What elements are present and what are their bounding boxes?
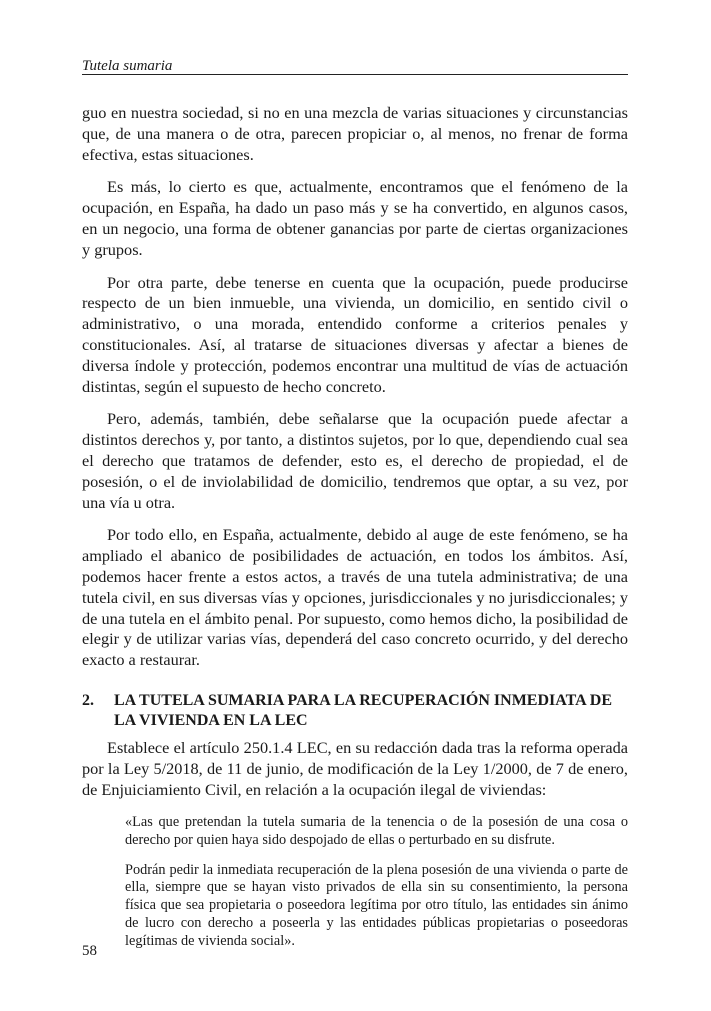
quote-paragraph: «Las que pretendan la tutela sumaria de la tenencia o de la posesión de una cosa o derecho por quien haya sido despojado de ellas o perturbado en su disfrute. xyxy=(125,814,628,849)
quote-paragraph: Podrán pedir la inmediata recuperación de la plena posesión de una vivienda o parte de ella, siempre que se hayan visto privados de ella sin su consentimiento, la persona física que sea propietaria o poseedora legítima por otro título, las entidades sin ánimo de lucro con derecho a poseerla y las entidades públicas propietarias o poseedoras legítimas de vivienda social». xyxy=(125,861,628,949)
header-rule xyxy=(82,74,628,75)
paragraph: Establece el artículo 250.1.4 LEC, en su redacción dada tras la reforma operada por la Ley 5/2018, de 11 de junio, de modificación de la Ley 1/2000, de 7 de enero, de Enjuiciamiento Civil, en relación a la ocupación ilegal de viviendas: xyxy=(82,737,628,799)
section-heading xyxy=(82,691,628,731)
paragraph: Por otra parte, debe tenerse en cuenta que la ocupación, puede producirse respecto de un bien inmueble, una vivienda, un domicilio, en sentido civil o administrativo, o una morada, entendido conforme a criterios penales y constitucionales. Así, al tratarse de situaciones diversas y afectar a bienes de diversa índole y protección, podemos encontrar una multitud de vías de actuación distintas, según el supuesto de hecho concreto. xyxy=(82,272,628,396)
section-title: LA TUTELA SUMARIA PARA LA RECUPERACIÓN INMEDIATA DE LA VIVIENDA EN LA LEC xyxy=(114,691,612,729)
paragraph: Pero, además, también, debe señalarse que la ocupación puede afectar a distintos derechos y, por tanto, a distintos sujetos, por lo que, dependiendo cual sea el derecho que tratamos de defender, esto es, el derecho de propiedad, el de posesión, o el de inviolabilidad de domicilio, tendremos que optar, a su vez, por una vía u otra. xyxy=(82,409,628,512)
page-number: 58 xyxy=(82,943,97,959)
paragraph: guo en nuestra sociedad, si no en una mezcla de varias situaciones y circunstancias que, de una manera o de otra, parecen propiciar o, al menos, no frenar de forma efectiva, estas situaciones. xyxy=(82,103,628,164)
section-number: 2. xyxy=(82,691,94,709)
running-header: Tutela sumaria xyxy=(82,58,173,74)
page-content xyxy=(82,103,628,962)
paragraph: Es más, lo cierto es que, actualmente, encontramos que el fenómeno de la ocupación, en España, ha dado un paso más y se ha convertido, en algunos casos, en un negocio, una forma de obtener ganancias por parte de ciertas organizaciones y grupos. xyxy=(82,177,628,259)
legal-quote xyxy=(125,814,628,950)
paragraph: Por todo ello, en España, actualmente, debido al auge de este fenómeno, se ha ampliado el abanico de posibilidades de actuación, en todos los ámbitos. Así, podemos hacer frente a estos actos, a través de una tutela administrativa; de una tutela civil, en sus diversas vías y opciones, jurisdiccionales y no jurisdiccionales; y de una tutela en el ámbito penal. Por supuesto, como hemos dicho, la posibilidad de elegir y de utilizar varias vías, dependerá del caso concreto ocurrido, y del derecho exacto a restaurar. xyxy=(82,525,628,670)
